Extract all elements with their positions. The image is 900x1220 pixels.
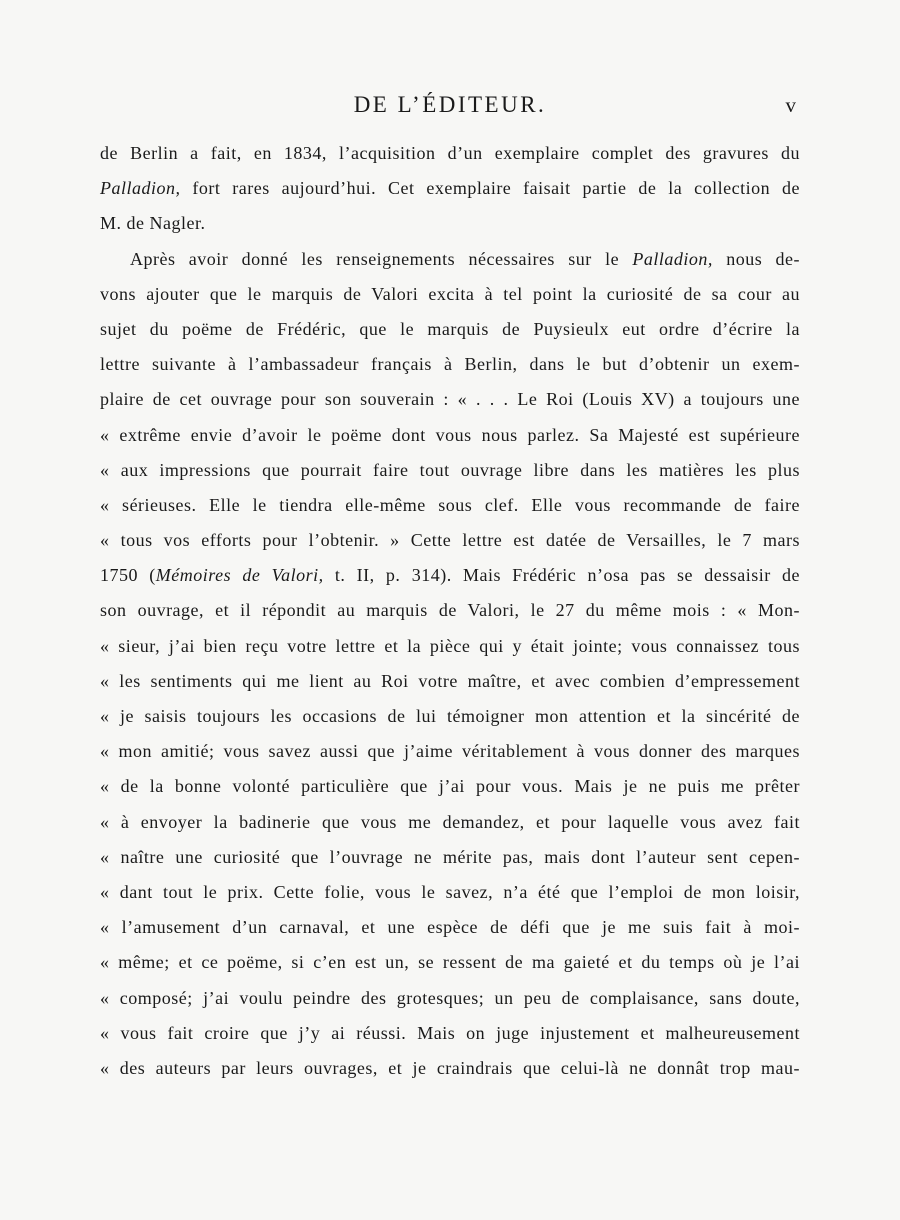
- page-number: v: [785, 93, 796, 117]
- text-line: « les sentiments qui me lient au Roi votre maître, et avec combien d’empressement: [100, 670, 800, 691]
- text-line: « sérieuses. Elle le tiendra elle-même sous clef. Elle vous recommande de faire: [100, 494, 800, 515]
- text-line: « l’amusement d’un carnaval, et une espèce de défi que je me suis fait à moi-: [100, 917, 800, 938]
- text-line: plaire de cet ouvrage pour son souverain : « . . . Le Roi (Louis XV) a toujours une: [100, 389, 800, 410]
- text-line: lettre suivante à l’ambassadeur français à Berlin, dans le but d’obtenir un exem-: [100, 354, 800, 375]
- text-line: « vous fait croire que j’y ai réussi. Mais on juge injustement et malheureusement: [100, 1022, 800, 1043]
- text-line: « je saisis toujours les occasions de lui témoigner mon attention et la sincérité de: [100, 706, 800, 726]
- text-line: « des auteurs par leurs ouvrages, et je craindrais que celui-là ne donnât trop mau-: [100, 1057, 800, 1078]
- text-line: « aux impressions que pourrait faire tout ouvrage libre dans les matières les plus: [100, 459, 800, 480]
- text-line: 1750 (Mémoires de Valori, t. II, p. 314). Mais Frédéric n’osa pas se dessaisir de: [100, 565, 801, 586]
- text-line: « mon amitié; vous savez aussi que j’aime véritablement à vous donner des marques: [100, 741, 800, 762]
- text-line: « dant tout le prix. Cette folie, vous le savez, n’a été que l’emploi de mon loisir,: [100, 881, 800, 902]
- text-line: son ouvrage, et il répondit au marquis de Valori, le 27 du même mois : « Mon-: [100, 600, 800, 621]
- running-head: [0, 88, 900, 122]
- text-line: M. de Nagler.: [100, 213, 206, 234]
- text-line: sujet du poëme de Frédéric, que le marquis de Puysieulx eut ordre d’écrire la: [100, 318, 800, 339]
- text-line: « tous vos efforts pour l’obtenir. » Cette lettre est datée de Versailles, le 7 mars: [100, 530, 800, 551]
- text-line: Palladion, fort rares aujourd’hui. Cet exemplaire faisait partie de la collection de: [100, 178, 800, 199]
- text-line: « naître une curiosité que l’ouvrage ne mérite pas, mais dont l’auteur sent cepen-: [100, 846, 800, 867]
- text-line: de Berlin a fait, en 1834, l’acquisition d’un exemplaire complet des gravures du: [100, 143, 800, 163]
- running-title: DE L’ÉDITEUR.: [353, 92, 547, 117]
- text-line: « de la bonne volonté particulière que j’ai pour vous. Mais je ne puis me prêter: [100, 776, 800, 797]
- text-line: « extrême envie d’avoir le poëme dont vous nous parlez. Sa Majesté est supérieure: [100, 424, 800, 445]
- body-text: [100, 136, 800, 1086]
- text-line: vons ajouter que le marquis de Valori excita à tel point la curiosité de sa cour au: [100, 283, 800, 304]
- text-line: « à envoyer la badinerie que vous me demandez, et pour laquelle vous avez fait: [100, 811, 800, 832]
- text-line: « sieur, j’ai bien reçu votre lettre et la pièce qui y était jointe; vous connaissez tous: [100, 635, 800, 656]
- text-line: « composé; j’ai voulu peindre des grotesques; un peu de complaisance, sans doute,: [100, 987, 800, 1008]
- text-line: « même; et ce poëme, si c’en est un, se ressent de ma gaieté et du temps où je l’ai: [100, 952, 800, 973]
- text-line: Après avoir donné les renseignements nécessaires sur le Palladion, nous de-: [130, 248, 800, 269]
